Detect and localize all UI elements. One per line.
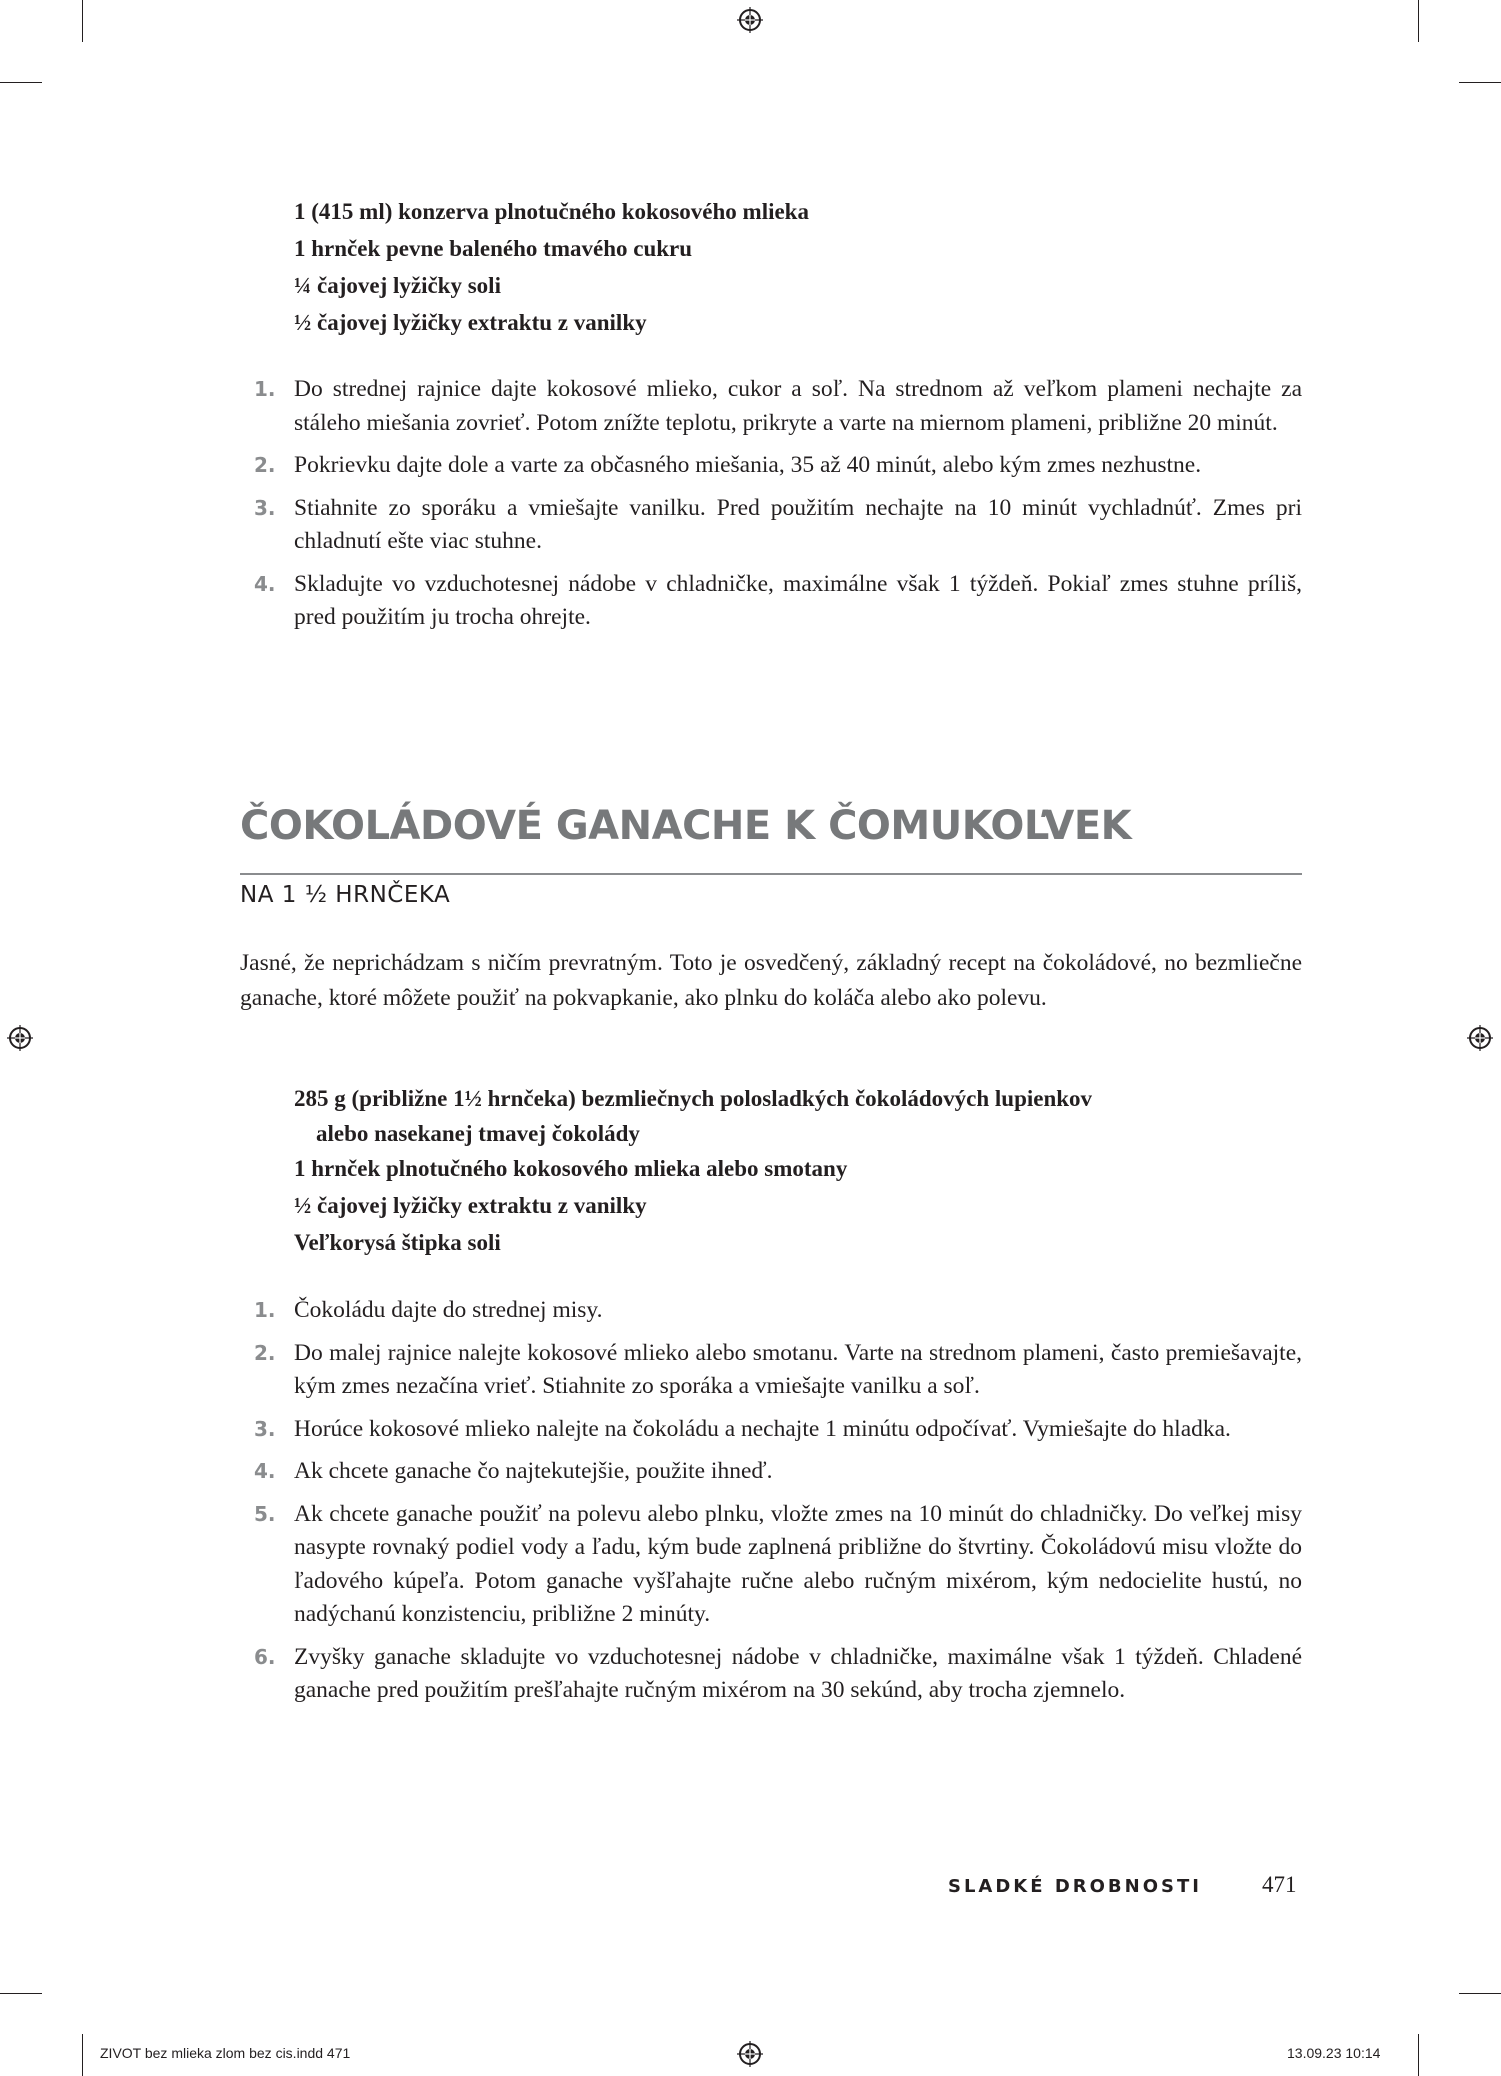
step-number: 4. xyxy=(254,1459,276,1483)
step xyxy=(240,1641,1302,1708)
crop-mark xyxy=(1418,2034,1419,2076)
step-text: Čokoládu dajte do strednej misy. xyxy=(294,1297,603,1323)
step-number: 3. xyxy=(254,495,276,520)
step xyxy=(240,1413,1302,1447)
step xyxy=(240,1455,1302,1489)
recipe-intro: Jasné, že neprichádzam s ničím prevratným. Toto je osvedčený, základný recept na čokoládové, no bezmliečne ganache, ktoré môžete použiť na pokvapkanie, ako plnku do koláča alebo ako polevu. xyxy=(240,950,1302,1011)
ingredient: 1 (415 ml) konzerva plnotučného kokosového mlieka xyxy=(294,199,809,224)
ingredient-list xyxy=(294,193,809,341)
ingredient: ½ čajovej lyžičky extraktu z vanilky xyxy=(294,310,647,335)
running-footer-section: SLADKÉ DROBNOSTI xyxy=(948,1876,1202,1897)
step-list xyxy=(240,373,1302,644)
step-text: Skladujte vo vzduchotesnej nádobe v chladničke, maximálne však 1 týždeň. Pokiaľ zmes stuhne príliš, pred použitím ju trocha ohrejte. xyxy=(294,570,1302,630)
ingredient-continuation: alebo nasekanej tmavej čokolády xyxy=(316,1121,640,1146)
registration-mark-icon xyxy=(1467,1025,1493,1051)
step-text: Do strednej rajnice dajte kokosové mlieko, cukor a soľ. Na strednom až veľkom plameni nechajte za stáleho miešania zovrieť. Potom znížte teplotu, prikryte a varte na miernom plameni, približne 20 minút. xyxy=(294,376,1302,436)
crop-mark xyxy=(0,82,42,83)
step xyxy=(240,1337,1302,1404)
step xyxy=(240,1294,1302,1328)
recipe-yield: NA 1 ½ HRNČEKA xyxy=(240,882,451,908)
slug-timestamp: 13.09.23 10:14 xyxy=(1287,2045,1381,2061)
ingredient: 285 g (približne 1½ hrnčeka) bezmliečnych polosladkých čokoládových lupienkov xyxy=(294,1086,1093,1111)
step-text: Stiahnite zo sporáku a vmiešajte vanilku. Pred použitím nechajte na 10 minút vychladnúť. Zmes pri chladnutí ešte viac stuhne. xyxy=(294,494,1302,554)
crop-mark xyxy=(0,1993,42,1994)
crop-mark xyxy=(1459,1993,1501,1994)
step-number: 1. xyxy=(254,1298,276,1322)
ingredient: ½ čajovej lyžičky extraktu z vanilky xyxy=(294,1193,647,1218)
registration-mark-icon xyxy=(7,1025,33,1051)
step-number: 5. xyxy=(254,1501,276,1526)
ingredient: 1 hrnček plnotučného kokosového mlieka alebo smotany xyxy=(294,1156,848,1181)
step-text: Pokrievku dajte dole a varte za občasného miešania, 35 až 40 minút, alebo kým zmes nezhustne. xyxy=(294,452,1202,478)
step-number: 1. xyxy=(254,377,276,401)
ingredient: Veľkorysá štipka soli xyxy=(294,1230,501,1255)
step-number: 6. xyxy=(254,1644,276,1669)
crop-mark xyxy=(1459,82,1501,83)
crop-mark xyxy=(82,2034,83,2076)
step-text: Ak chcete ganache čo najtekutejšie, použite ihneď. xyxy=(294,1458,773,1484)
step xyxy=(240,1498,1302,1632)
step-text: Zvyšky ganache skladujte vo vzduchotesnej nádobe v chladničke, maximálne však 1 týždeň. Chladené ganache pred použitím prešľahajte ručným mixérom na 30 sekúnd, aby trocha zjemnelo. xyxy=(294,1643,1302,1703)
ingredient-list xyxy=(294,1080,1092,1261)
step xyxy=(240,492,1302,559)
page-number: 471 xyxy=(1262,1872,1297,1897)
heading-divider xyxy=(240,873,1302,875)
step-number: 2. xyxy=(254,1340,276,1365)
recipe-title: ČOKOLÁDOVÉ GANACHE K ČOMUKOĽVEK xyxy=(240,803,1132,849)
registration-mark-icon xyxy=(737,2041,763,2067)
step-text: Horúce kokosové mlieko nalejte na čokoládu a nechajte 1 minútu odpočívať. Vymiešajte do hladka. xyxy=(294,1415,1231,1442)
step xyxy=(240,568,1302,635)
ingredient: 1 hrnček pevne baleného tmavého cukru xyxy=(294,236,693,261)
ingredient: ¼ čajovej lyžičky soli xyxy=(294,273,501,298)
step-text: Do malej rajnice nalejte kokosové mlieko alebo smotanu. Varte na strednom plameni, často premiešavajte, kým zmes nezačína vrieť. Stiahnite zo sporáka a vmiešajte vanilku a soľ. xyxy=(294,1339,1302,1399)
step-number: 3. xyxy=(254,1416,276,1441)
step-number: 4. xyxy=(254,571,276,596)
step xyxy=(240,373,1302,440)
slug-file-info: ZIVOT bez mlieka zlom bez cis.indd 471 xyxy=(100,2045,351,2061)
step-number: 2. xyxy=(254,453,276,477)
step-list xyxy=(240,1294,1302,1717)
step xyxy=(240,449,1302,483)
step-text: Ak chcete ganache použiť na polevu alebo plnku, vložte zmes na 10 minút do chladničky. Do veľkej misy nasypte rovnaký podiel vody a ľadu, kým bude zaplnená približne do štvrtiny. Čokoládovú misu vložte do ľadového kúpeľa. Potom ganache vyšľahajte ručne alebo ručným mixérom, kým nedocielite hustú, no nadýchanú konzistenciu, približne 2 minúty. xyxy=(294,1500,1302,1627)
registration-mark-icon xyxy=(737,7,763,33)
crop-mark xyxy=(82,0,83,42)
crop-mark xyxy=(1418,0,1419,42)
